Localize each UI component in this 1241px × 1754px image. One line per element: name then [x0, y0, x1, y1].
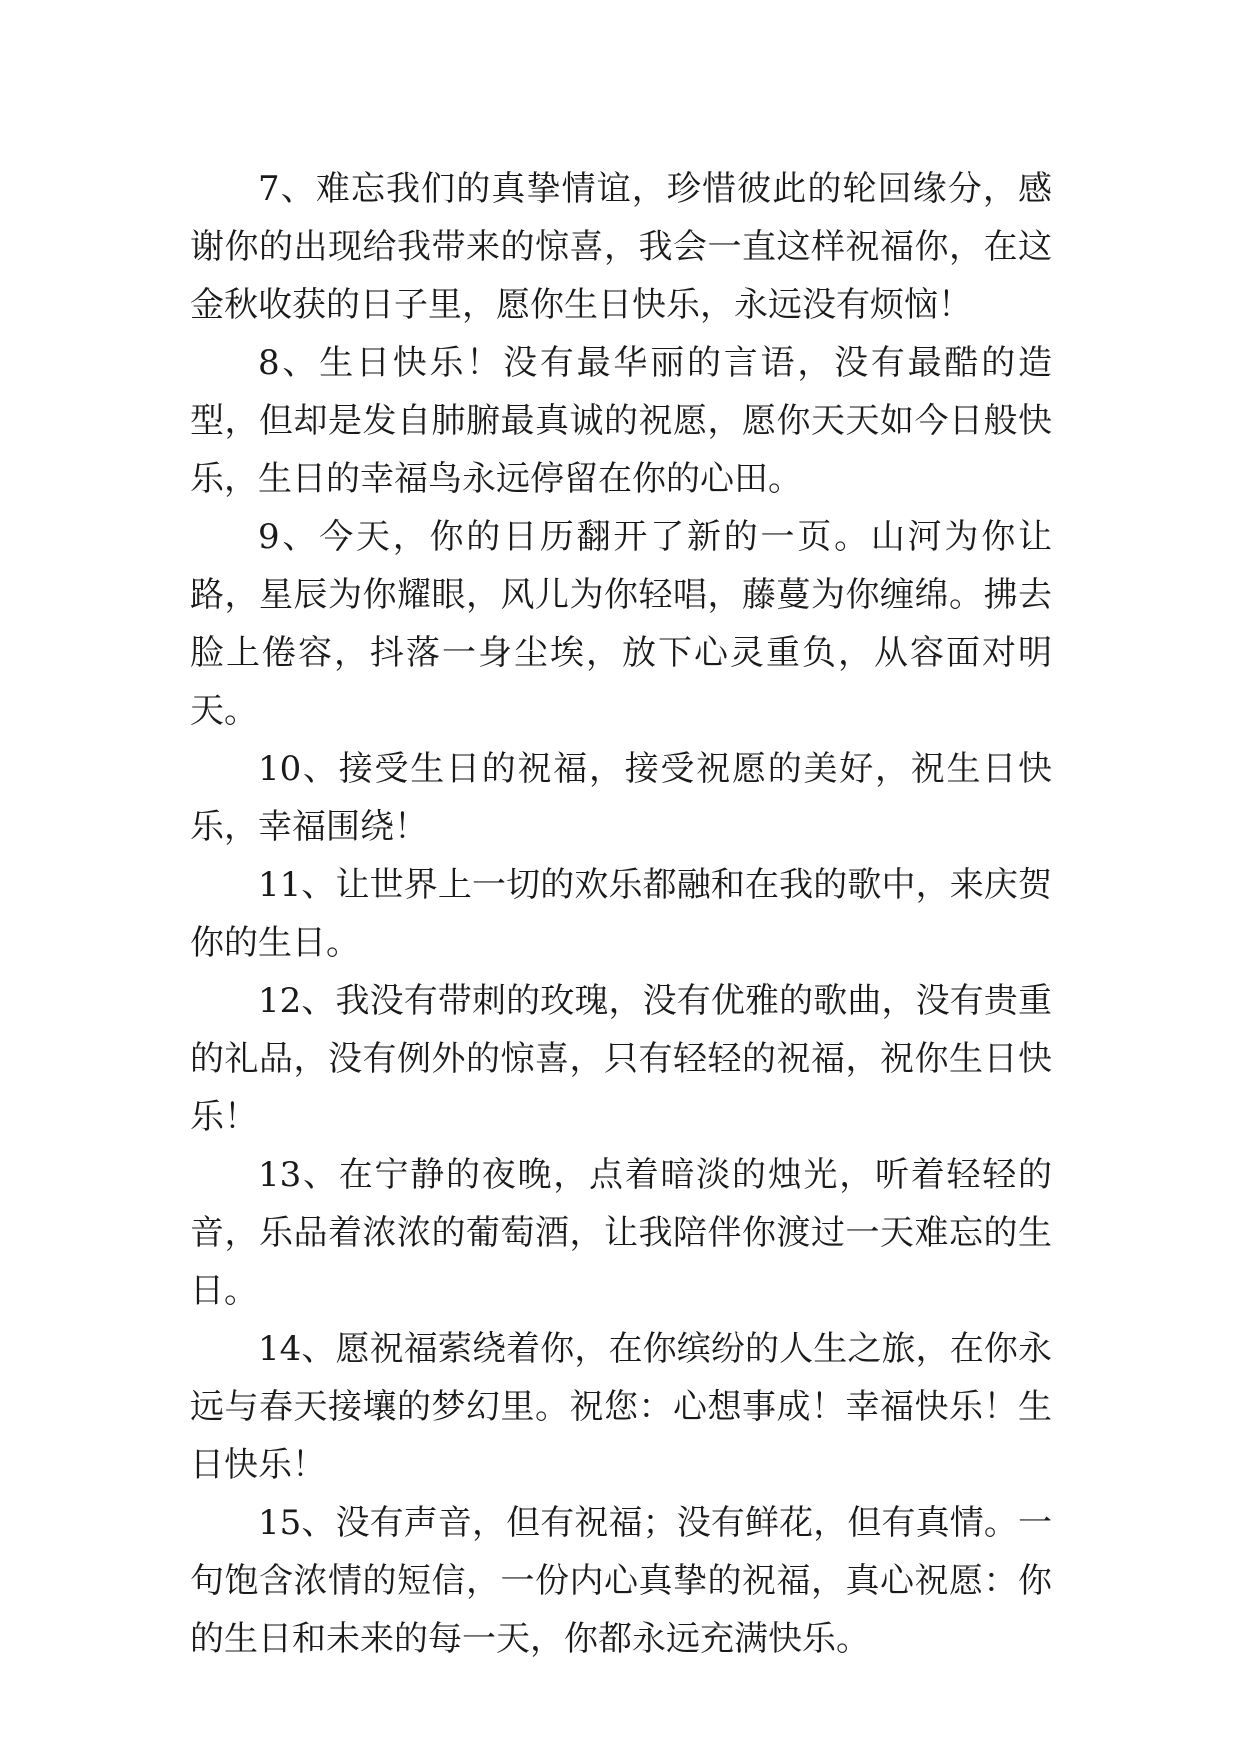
paragraph-11: 11、让世界上一切的欢乐都融和在我的歌中，来庆贺你的生日。: [190, 865, 1052, 963]
paragraph-15: 15、没有声音，但有祝福；没有鲜花，但有真情。一句饱含浓情的短信，一份内心真挚的祝福，真心祝愿：你的生日和未来的每一天，你都永远充满快乐。: [190, 1503, 1052, 1659]
paragraph-14: 14、愿祝福萦绕着你，在你缤纷的人生之旅，在你永远与春天接壤的梦幻里。祝您：心想事成！幸福快乐！生日快乐！: [190, 1329, 1052, 1485]
paragraph-10: 10、接受生日的祝福，接受祝愿的美好，祝生日快乐，幸福围绕！: [190, 749, 1052, 847]
paragraph-7: 7、难忘我们的真挚情谊，珍惜彼此的轮回缘分，感谢你的出现给我带来的惊喜，我会一直这样祝福你，在这金秋收获的日子里，愿你生日快乐，永远没有烦恼！: [190, 169, 1052, 325]
paragraph-12: 12、我没有带刺的玫瑰，没有优雅的歌曲，没有贵重的礼品，没有例外的惊喜，只有轻轻的祝福，祝你生日快乐！: [190, 981, 1052, 1137]
paragraph-13: 13、在宁静的夜晚，点着暗淡的烛光，听着轻轻的音，乐品着浓浓的葡萄酒，让我陪伴你渡过一天难忘的生日。: [190, 1155, 1052, 1311]
document-body: [190, 160, 1052, 1668]
paragraph-9: 9、今天，你的日历翻开了新的一页。山河为你让路，星辰为你耀眼，风儿为你轻唱，藤蔓为你缠绵。拂去脸上倦容，抖落一身尘埃，放下心灵重负，从容面对明天。: [190, 517, 1052, 731]
paragraph-8: 8、生日快乐！没有最华丽的言语，没有最酷的造型，但却是发自肺腑最真诚的祝愿，愿你天天如今日般快乐，生日的幸福鸟永远停留在你的心田。: [190, 343, 1052, 499]
